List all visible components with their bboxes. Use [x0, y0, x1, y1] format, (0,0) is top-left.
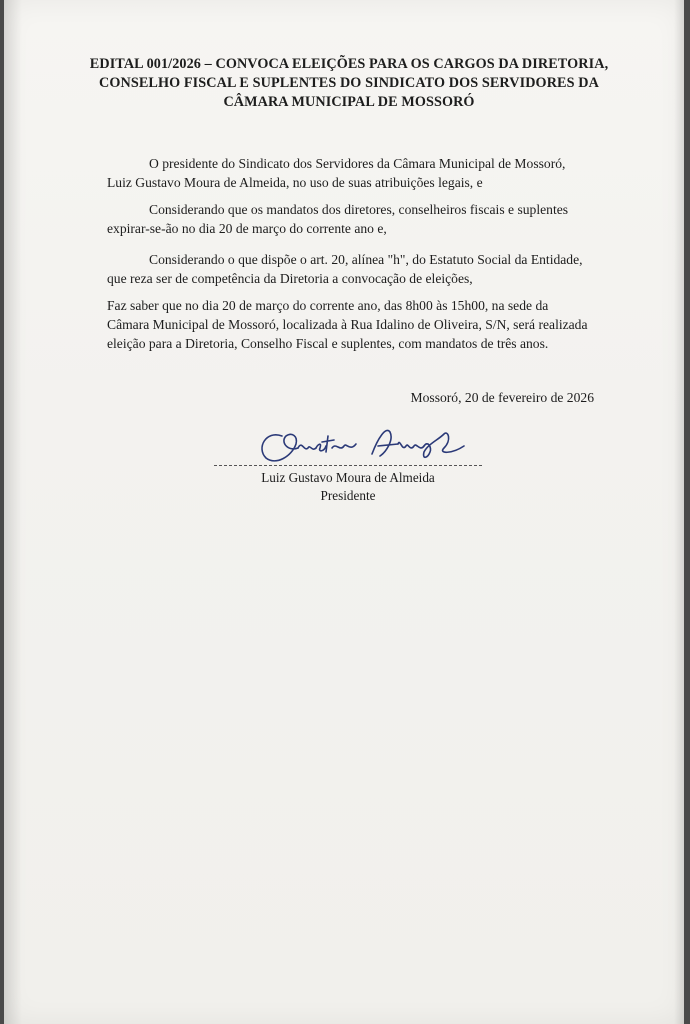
paragraph-line: que reza ser de competência da Diretoria a convocação de eleições, — [107, 271, 473, 286]
paragraph-considerando-mandatos — [107, 200, 607, 238]
paragraph-line: Luiz Gustavo Moura de Almeida, no uso de suas atribuições legais, e — [107, 175, 483, 190]
signature-line — [214, 465, 482, 466]
signer-name: Luiz Gustavo Moura de Almeida — [261, 470, 435, 485]
paragraph-considerando-estatuto — [107, 250, 607, 288]
paragraph-line: Faz saber que no dia 20 de março do corrente ano, das 8h00 às 15h00, na sede da — [107, 298, 549, 313]
document-page — [4, 0, 684, 1024]
paragraph-line: Câmara Municipal de Mossoró, localizada à Rua Idalino de Oliveira, S/N, será realizada — [107, 317, 588, 332]
paragraph-intro — [107, 154, 607, 192]
paragraph-line: O presidente do Sindicato dos Servidores da Câmara Municipal de Mossoró, — [149, 156, 566, 171]
paragraph-line: Considerando o que dispõe o art. 20, alínea "h", do Estatuto Social da Entidade, — [149, 252, 583, 267]
signer-role: Presidente — [320, 488, 376, 503]
page-right-shadow — [674, 0, 684, 1024]
paragraph-faz-saber — [107, 296, 607, 353]
document-title: EDITAL 001/2026 – CONVOCA ELEIÇÕES PARA OS CARGOS DA DIRETORIA, CONSELHO FISCAL E SUPLENTES DO SINDICATO DOS SERVIDORES DA CÂMARA MUNICIPAL DE MOSSORÓ — [89, 56, 609, 110]
page-left-shadow — [4, 0, 22, 1024]
paragraph-line: eleição para a Diretoria, Conselho Fiscal e suplentes, com mandatos de três anos. — [107, 336, 549, 351]
paragraph-line: expirar-se-ão no dia 20 de março do corrente ano e, — [107, 221, 387, 236]
place-date: Mossoró, 20 de fevereiro de 2026 — [410, 390, 594, 405]
handwritten-signature — [252, 418, 472, 470]
paragraph-line: Considerando que os mandatos dos diretores, conselheiros fiscais e suplentes — [149, 202, 569, 217]
